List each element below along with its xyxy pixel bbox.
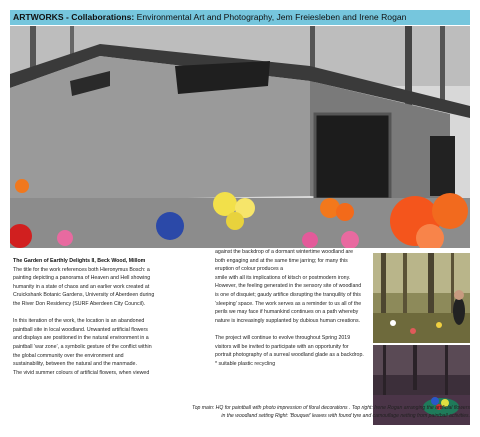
middle-text-column [215,248,365,368]
article-title: The Garden of Earthly Delights II, Beck Wood, Millom [13,258,146,264]
page-header [10,10,470,25]
paragraph-gap [13,309,203,318]
text-line: smile with all its implications of kitsch or postmodern irony. [215,274,351,281]
text-line: eruption of colour produces a [215,266,284,273]
paragraph-gap [215,325,365,334]
text-line: humanity in a state of chaos and an earlier work created at [13,283,150,290]
header-section: ARTWORKS - [13,12,69,22]
text-line: the River Don Residency (SURF Aberdeen City Council). [13,300,146,307]
text-line: and displays are positioned in the natural environment in a [13,335,149,342]
caption-line: Top main: HQ for paintball with photo impression of floral decorations . Top right: Irene Rogan arranging the artificial flowers [192,405,470,411]
text-line: paintball ‘war zone’, a symbolic gesture of the conflict within [13,343,152,350]
text-line: The project will continue to evolve throughout Spring 2019 [215,334,351,341]
header-subtitle: Environmental Art and Photography, Jem Freiesleben and Irene Rogan [136,12,407,22]
text-line: In this iteration of the work, the location is an abandoned [13,318,145,325]
text-line: is one of disquiet; gaudy artifice disrupting the tranquility of this [215,291,361,298]
text-line: sustainability, between the natural and the manmade. [13,361,137,368]
photo-irene-arranging-flowers [373,253,470,343]
header-collab: Collaborations: [71,12,135,22]
text-line: The title for the work references both Hieronymus Bosch: a [13,266,150,273]
text-line: the global community over the environment and [13,352,124,359]
text-line: Cruickshank Botanic Gardens, University of Aberdeen during [13,292,155,299]
text-line: portrait photography of a surreal woodland glade as a backdrop. [215,352,364,359]
text-line: perils we may face if humankind continues on a path whereby [215,309,359,316]
photo-caption [80,404,470,421]
text-line: * suitable plastic recycling [215,360,276,367]
left-text-column [13,257,203,377]
text-line: painting depicting a panorama of Heaven and Hell showing [13,275,151,282]
text-line: nature is increasingly supplanted by dubious human creations. [215,317,361,324]
text-line: both engaging and at the same time jarring; for many this [215,257,348,264]
main-photo-drawing [10,26,470,248]
text-line: paintball site in local woodland. Unwanted artificial flowers [13,326,148,333]
text-line: ‘sleeping’ space. The work serves as a reminder to us all of the [215,300,362,307]
text-line: visitors will be invited to participate with an opportunity for [215,343,349,350]
text-line: However, the feeling generated in the sensory site of woodland [215,283,362,290]
main-photo-paintball-hq [10,26,470,248]
text-line: against the backdrop of a dormant wintertime woodland are [215,249,354,255]
photo-right-top-drawing [373,253,470,343]
text-line: The vivid summer colours of artificial flowers, when viewed [13,369,150,376]
caption-line: in the woodland setting Right: 'Bouquet' leaves with found tyre and camouflage netting from paintball activities. [221,413,470,420]
